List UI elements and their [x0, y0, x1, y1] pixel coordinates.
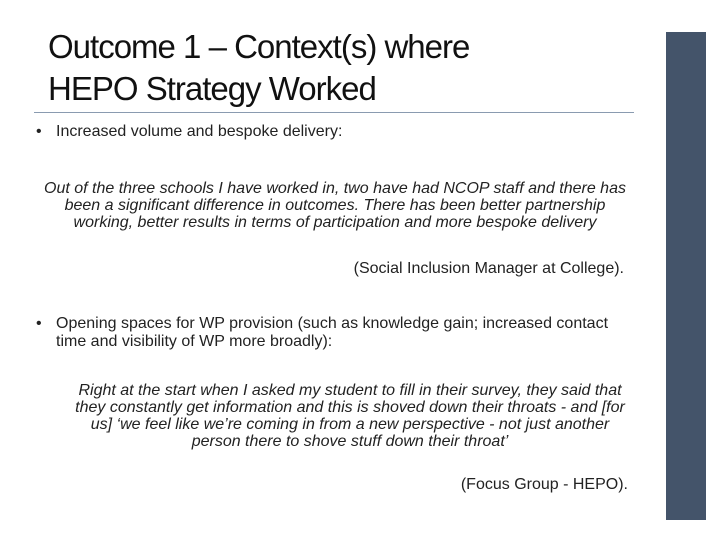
title-line-1: Outcome 1 – Context(s) where [48, 28, 470, 65]
bullet-icon: • [36, 123, 42, 140]
title-divider [34, 112, 634, 113]
quote-2: Right at the start when I asked my student to fill in their survey, they said that they constantly get information and this is shoved down their throats - and [for us] ‘we feel like we’re coming in from a new perspective - not just another person there to shove stuff down their throat’ [75, 382, 625, 450]
bullet-text-2: Opening spaces for WP provision (such as knowledge gain; increased contact time and visibility of WP more broadly): [56, 315, 609, 350]
bullet-point-1 [36, 123, 636, 141]
attribution-1: (Social Inclusion Manager at College). [353, 260, 624, 277]
quote-1: Out of the three schools I have worked in, two have had NCOP staff and there has been a significant difference in outcomes. There has been better partnership working, better results in terms of participation and more bespoke delivery [44, 180, 626, 231]
bullet-point-2 [36, 315, 636, 351]
attribution-2: (Focus Group - HEPO). [460, 476, 628, 493]
bullet-icon: • [36, 315, 42, 332]
slide-title [48, 26, 608, 110]
bullet-text-1: Increased volume and bespoke delivery: [56, 123, 343, 140]
title-line-2: HEPO Strategy Worked [48, 70, 376, 107]
accent-side-bar [666, 32, 706, 520]
